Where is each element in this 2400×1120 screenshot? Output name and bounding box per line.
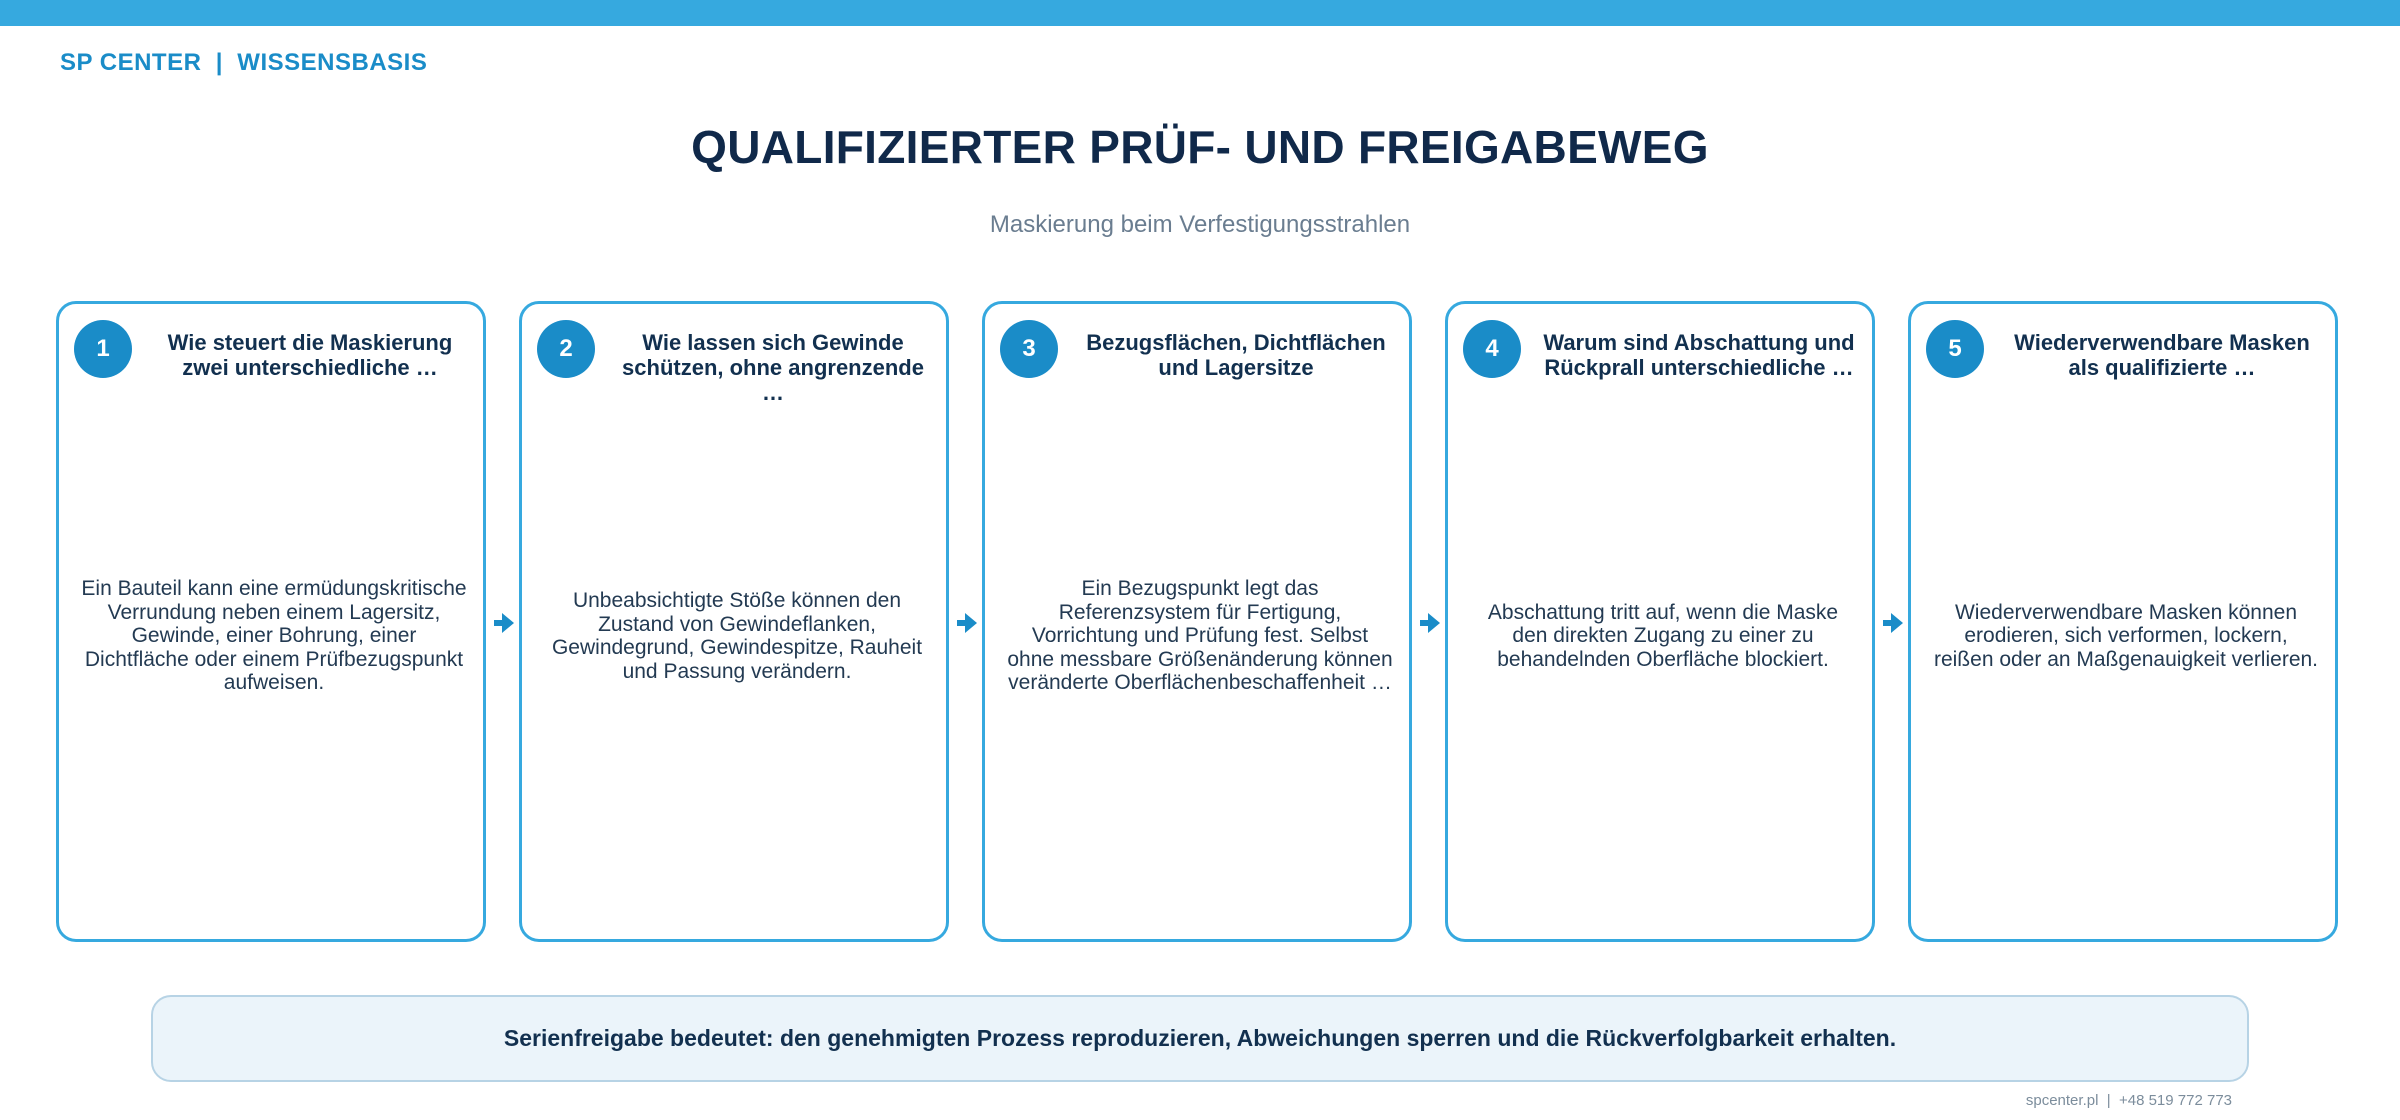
step-description: Abschattung tritt auf, wenn die Maske den direkten Zugang zu einer zu behandelnden Oberfläche blockiert.: [1487, 600, 1839, 671]
step-card-5: [1908, 301, 2338, 942]
step-number-badge: 3: [1000, 320, 1058, 378]
page-title: QUALIFIZIERTER PRÜF- UND FREIGABEWEG: [691, 121, 1709, 173]
step-title: Warum sind Abschattung und Rückprall unterschiedliche …: [1543, 330, 1855, 380]
step-number-badge: 1: [74, 320, 132, 378]
step-description: Unbeabsichtigte Stöße können den Zustand von Gewindeflanken, Gewindegrund, Gewindespitze, Rauheit und Passung verändern.: [551, 589, 923, 683]
step-number-badge: 5: [1926, 320, 1984, 378]
step-description: Wiederverwendbare Masken können erodieren, sich verformen, lockern, reißen oder an Maßgenauigkeit verlieren.: [1933, 600, 2319, 671]
step-title: Wie steuert die Maskierung zwei unterschiedliche …: [167, 330, 453, 380]
arrow-right-icon: [494, 610, 514, 636]
step-card-1: [56, 301, 486, 942]
step-title: Bezugsflächen, Dichtflächen und Lagersitze: [1086, 330, 1386, 380]
arrow-right-icon: [1420, 610, 1440, 636]
step-card-4: [1445, 301, 1875, 942]
step-description: Ein Bauteil kann eine ermüdungskritische Verrundung neben einem Lagersitz, Gewinde, einer Bohrung, einer Dichtfläche oder einem Prüfbezugspunkt aufweisen.: [81, 577, 467, 695]
top-accent-bar: [0, 0, 2400, 26]
arrow-right-icon: [1883, 610, 1903, 636]
page-subtitle: Maskierung beim Verfestigungsstrahlen: [989, 211, 1411, 238]
summary-banner: Serienfreigabe bedeutet: den genehmigten Prozess reproduzieren, Abweichungen sperren und die Rückverfolgbarkeit erhalten.: [151, 995, 2249, 1082]
brand-header: SP CENTER | WISSENSBASIS: [60, 49, 428, 76]
step-title: Wie lassen sich Gewinde schützen, ohne angrenzende …: [622, 330, 924, 405]
step-number-badge: 4: [1463, 320, 1521, 378]
step-title: Wiederverwendbare Masken als qualifizierte …: [2014, 330, 2310, 380]
step-description: Ein Bezugspunkt legt das Referenzsystem für Fertigung, Vorrichtung und Prüfung fest. Selbst ohne messbare Größenänderung können veränderte Oberflächenbeschaffenheit …: [1007, 577, 1393, 695]
step-card-3: [982, 301, 1412, 942]
footer-contact: spcenter.pl | +48 519 772 773: [2025, 1092, 2232, 1109]
arrow-right-icon: [957, 610, 977, 636]
step-number-badge: 2: [537, 320, 595, 378]
step-card-2: [519, 301, 949, 942]
